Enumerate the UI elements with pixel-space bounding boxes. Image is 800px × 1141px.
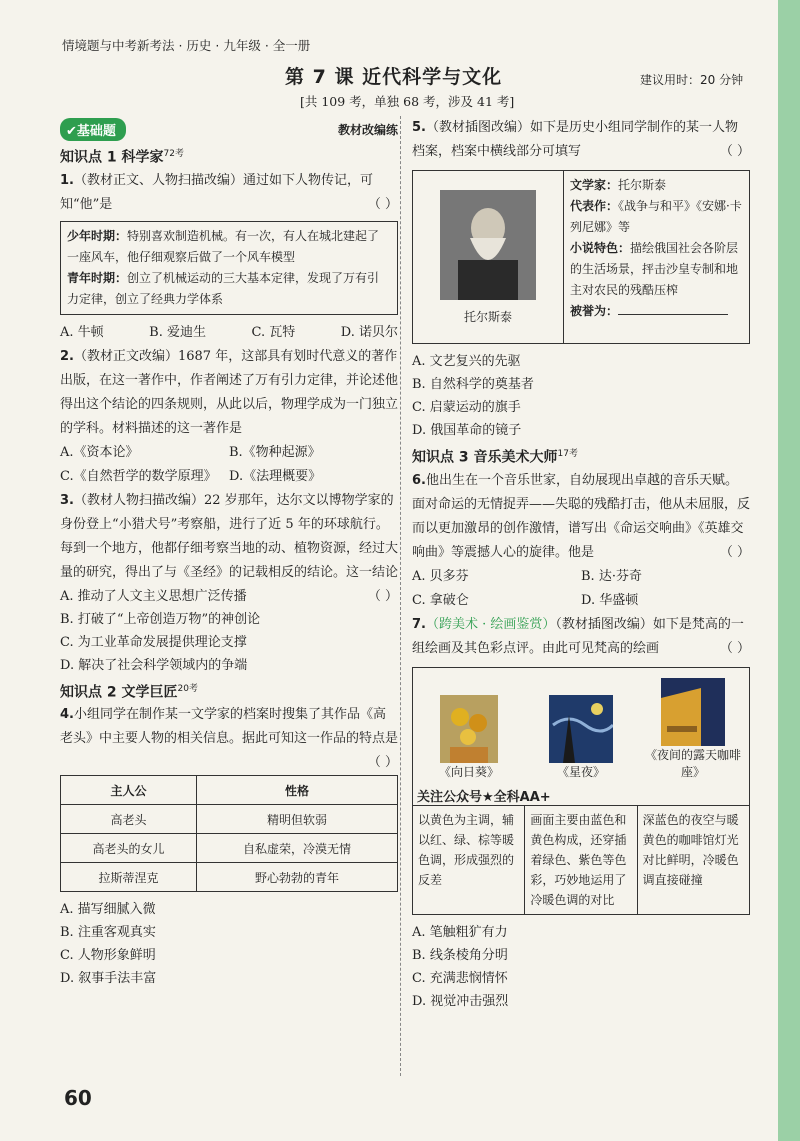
option[interactable]: A. 描写细腻入微 [60, 902, 156, 918]
option[interactable]: C. 启蒙运动的旗手 [412, 400, 521, 415]
painting: 《夜间的露天咖啡座》 [637, 668, 749, 786]
option[interactable]: A. 贝多芬 [412, 568, 469, 584]
option[interactable]: C. 瓦特 [251, 324, 296, 340]
option[interactable]: B.《物种起源》 [229, 444, 321, 460]
color-comment: 画面主要由蓝色和黄色构成，还穿插着绿色、紫色等色彩，巧妙地运用了冷暖色调的对比 [525, 806, 637, 914]
option[interactable]: D. 视觉冲击强烈 [412, 993, 509, 1009]
option[interactable]: D. 叙事手法丰富 [60, 971, 157, 987]
option[interactable]: A.《资本论》 [60, 444, 139, 460]
page-edge-bar [778, 0, 800, 1141]
question-3: 3.（教材人物扫描改编）22 岁那年，达尔文以博物学家的身份登上“小猎犬号”考察船，进行了近 5 年的环球航行。每到一个地方，他都仔细考察当地的动、植物资源，经过大量的研究，得出了与《圣经》的记载相反的结论。这一结论 （ ） [60, 492, 399, 604]
painting: 《星夜》 [525, 668, 637, 786]
option[interactable]: D. 解决了社会科学领域内的争端 [60, 657, 248, 673]
paintings-row [413, 668, 749, 786]
source-tag: 教材改编练 [337, 122, 398, 137]
option[interactable]: D.《法理概要》 [229, 468, 322, 484]
biography-box [60, 221, 398, 315]
page-number: 60 [64, 1086, 92, 1110]
q1-options [60, 321, 398, 345]
comments-row [413, 805, 749, 914]
book-header: 情境题与中考新考法 · 历史 · 九年级 · 全一册 [62, 38, 311, 53]
exam-stats: [共 109 考，单独 68 考，涉及 41 考] [300, 94, 515, 109]
question-6: 6.他出生在一个音乐世家，自幼展现出卓越的音乐天赋。面对命运的无情捉弄——失聪的残酷打击，他从未屈服，反而以更加激昂的创作激情，谱写出《命运交响曲》《英雄交响曲》等震撼人心的旋律。他是 （ ） [412, 472, 751, 560]
character-table: 主人公 性格 高老头 精明但软弱 高老头的女儿 自私虚荣，冷漠无情 拉斯蒂涅克 野心勃勃的青年 [60, 775, 398, 892]
question-1: 1.（教材正文、人物扫描改编）通过如下人物传记，可知“他”是 （ ） [60, 172, 398, 212]
knowledge-point-3: 知识点 3 音乐美术大师$^{17考}$ [412, 449, 578, 466]
section-header [60, 116, 398, 142]
bio-line: 青年时期：创立了机械运动的三大基本定律，发现了万有引力定律，创立了经典力学体系 [67, 270, 380, 306]
option[interactable]: B. 线条棱角分明 [412, 947, 508, 963]
option[interactable]: C. 人物形象鲜明 [60, 948, 156, 964]
basic-badge: ✔基础题 [60, 118, 126, 141]
color-comment: 以黄色为主调，辅以红、绿、棕等暖色调，形成强烈的反差 [413, 806, 525, 914]
page-title: 第 7 课 近代科学与文化 [285, 66, 503, 88]
option[interactable]: B. 注重客观真实 [60, 925, 156, 941]
option[interactable]: C. 拿破仑 [412, 592, 469, 608]
color-comment: 深蓝色的夜空与暖黄色的咖啡馆灯光对比鲜明，冷暖色调直接碰撞 [642, 812, 739, 887]
option[interactable]: B. 爱迪生 [149, 324, 206, 340]
option[interactable]: A. 笔触粗犷有力 [412, 924, 508, 940]
check-icon: ✔ [66, 123, 77, 139]
paintings-box [412, 667, 750, 915]
option[interactable]: C. 为工业革命发展提供理论支撑 [60, 634, 247, 650]
profile-info: 文学家：托尔斯泰 代表作：《战争与和平》《安娜·卡列尼娜》等 小说特色：描绘俄国社会各阶层的生活场景，抨击沙皇专制和地主对农民的残酷压榨 被誉为： [570, 178, 742, 318]
q6-options [412, 565, 750, 613]
question-5: 5.（教材插图改编）如下是历史小组同学制作的某一人物档案，档案中横线部分可填写 （ ） [412, 120, 750, 159]
bio-line: 少年时期：特别喜欢制造机械。有一次，有人在城北建起了一座风车，他仔细观察后做了一个风车模型 [67, 228, 380, 264]
starry-night-image [549, 695, 613, 763]
profile-card [412, 170, 750, 344]
question-4: 4.小组同学在制作某一文学家的档案时搜集了其作品《高老头》中主要人物的相关信息。据此可知这一作品的特点是 （ ） [60, 707, 399, 771]
suggested-time: 建议用时：20 分钟 [640, 73, 744, 87]
portrait: 托尔斯泰 [413, 171, 564, 343]
question-7: 7.（跨美术 · 绘画鉴赏）（教材插图改编）如下是梵高的一组绘画及其色彩点评。由此可见梵高的绘画 （ ） [412, 616, 750, 656]
question-2: 2.（教材正文改编）1687 年，这部具有划时代意义的著作出版，在这一著作中，作者阐述了万有引力定律，并论述他得出这个结论的四条规则，从此以后，物理学成为一门独立的学科。材料描述的这一著作是 [60, 348, 399, 436]
q2-options [60, 441, 398, 489]
table-row: 拉斯蒂涅克 野心勃勃的青年 [61, 863, 398, 892]
option[interactable]: D. 俄国革命的镜子 [412, 423, 522, 438]
left-column [60, 116, 398, 990]
table-row: 高老头的女儿 自私虚荣，冷漠无情 [61, 834, 398, 863]
sunflowers-image [440, 695, 498, 763]
answer-blank[interactable] [618, 314, 728, 315]
option[interactable]: B. 自然科学的奠基者 [412, 377, 534, 392]
cafe-terrace-image [661, 678, 725, 746]
option[interactable]: A. 文艺复兴的先驱 [412, 354, 521, 369]
option[interactable]: D. 华盛顿 [581, 592, 639, 608]
option[interactable]: B. 达·芬奇 [581, 568, 642, 584]
knowledge-point-2: 知识点 2 文学巨匠$^{20考}$ [60, 683, 198, 701]
option[interactable]: C. 充满悲悯情怀 [412, 970, 508, 986]
knowledge-point-1: 知识点 1 科学家$^{72考}$ [60, 149, 184, 166]
tolstoy-portrait-image [440, 190, 536, 300]
painting: 《向日葵》 [413, 668, 525, 786]
right-column [412, 116, 750, 1013]
option[interactable]: A. 牛顿 [60, 324, 104, 340]
table-row: 高老头 精明但软弱 [61, 805, 398, 834]
column-divider [400, 116, 401, 1076]
option[interactable]: B. 打破了“上帝创造万物”的神创论 [60, 611, 261, 627]
option[interactable]: D. 诺贝尔 [340, 324, 398, 340]
option[interactable]: C.《自然哲学的数学原理》 [60, 468, 217, 484]
option[interactable]: A. 推动了人文主义思想广泛传播 [60, 588, 247, 604]
watermark: 关注公众号★全科AA+ [417, 789, 551, 805]
